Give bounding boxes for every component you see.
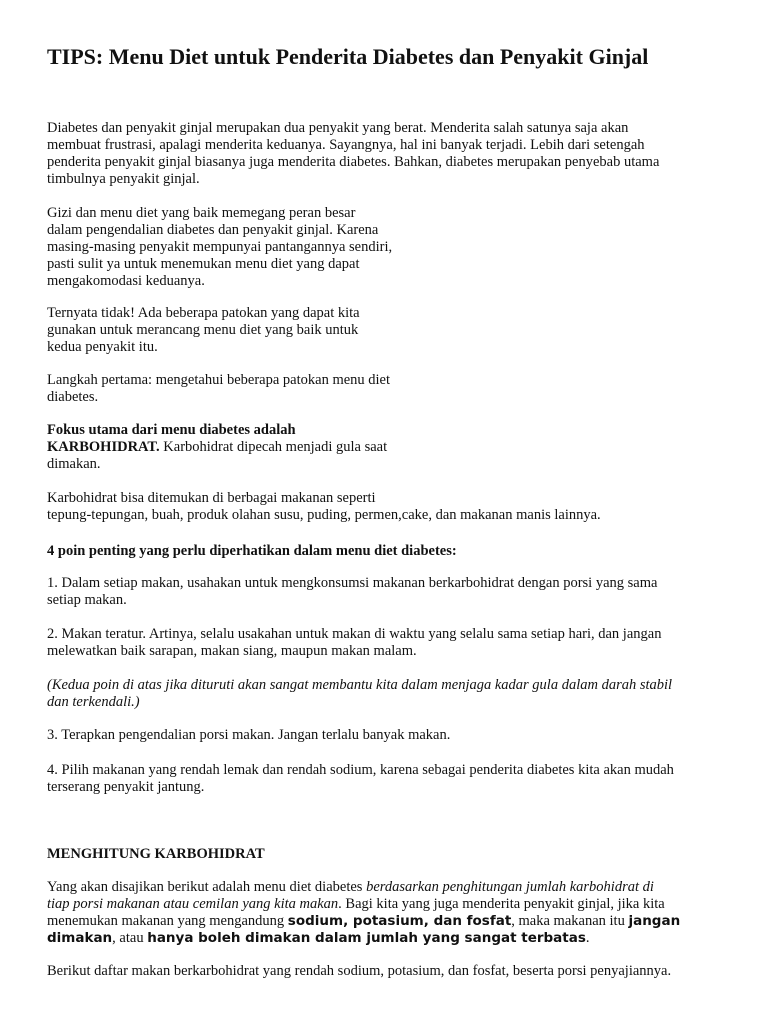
point-2 [47, 626, 737, 660]
italic-run: berdasarkan penghitungan jumlah karbohidrat di [366, 879, 654, 895]
menghitung-line [47, 879, 737, 896]
gizi-paragraph [47, 205, 427, 290]
document-title: TIPS: Menu Diet untuk Penderita Diabetes dan Penyakit Ginjal [47, 44, 649, 69]
text-run: menemukan makanan yang mengandung [47, 913, 288, 929]
ternyata-line: Ternyata tidak! Ada beberapa patokan yang dapat kita [47, 305, 360, 321]
menghitung-paragraph [47, 879, 737, 947]
karbohidrat-emphasis: KARBOHIDRAT. [47, 439, 160, 455]
langkah-paragraph [47, 372, 427, 406]
gizi-line: dalam pengendalian diabetes dan penyakit ginjal. Karena [47, 222, 379, 238]
intro-line: membuat frustrasi, apalagi menderita keduanya. Sayangnya, hal ini banyak terjadi. Lebih dari setengah [47, 137, 645, 153]
point-line: 4. Pilih makanan yang rendah lemak dan rendah sodium, karena sebagai penderita diabetes kita akan mudah [47, 762, 674, 778]
karbo-line: tepung-tepungan, buah, produk olahan susu, puding, permen,cake, dan makanan manis lainnya. [47, 507, 601, 523]
fokus-bold-line: Fokus utama dari menu diabetes adalah [47, 422, 296, 438]
ternyata-line: kedua penyakit itu. [47, 339, 158, 355]
note-paragraph [47, 677, 737, 711]
intro-paragraph [47, 120, 737, 188]
gizi-line: mengakomodasi keduanya. [47, 273, 205, 289]
menghitung-line [47, 896, 737, 913]
text-run: , atau [112, 930, 148, 946]
bold-run: sodium, potasium, dan fosfat [287, 913, 512, 929]
langkah-line: Langkah pertama: mengetahui beberapa patokan menu diet [47, 372, 391, 388]
langkah-line: diabetes. [47, 389, 99, 405]
daftar-paragraph: Berikut daftar makan berkarbohidrat yang rendah sodium, potasium, dan fosfat, beserta porsi penyajiannya. [47, 963, 672, 979]
point-line: terserang penyakit jantung. [47, 779, 205, 795]
note-line: dan terkendali.) [47, 694, 140, 710]
text-run: . [585, 930, 590, 946]
point-3: 3. Terapkan pengendalian porsi makan. Jangan terlalu banyak makan. [47, 727, 451, 743]
point-line: melewatkan baik sarapan, makan siang, maupun makan malam. [47, 643, 417, 659]
ternyata-line: gunakan untuk merancang menu diet yang baik untuk [47, 322, 359, 338]
note-line: (Kedua poin di atas jika dituruti akan sangat membantu kita dalam menjaga kadar gula dalam darah stabil [47, 677, 673, 693]
fokus-line-rest: Karbohidrat dipecah menjadi gula saat [159, 439, 388, 455]
italic-run: tiap porsi makanan atau cemilan yang kita makan [47, 896, 339, 912]
points-heading: 4 poin penting yang perlu diperhatikan dalam menu diet diabetes: [47, 543, 457, 559]
intro-line: timbulnya penyakit ginjal. [47, 171, 200, 187]
intro-line: Diabetes dan penyakit ginjal merupakan dua penyakit yang berat. Menderita salah satunya saja akan [47, 120, 629, 136]
point-line: 1. Dalam setiap makan, usahakan untuk mengkonsumsi makanan berkarbohidrat dengan porsi yang sama [47, 575, 658, 591]
fokus-line: dimakan. [47, 456, 101, 472]
gizi-line: pasti sulit ya untuk menemukan menu diet yang dapat [47, 256, 360, 272]
karbo-paragraph [47, 490, 737, 524]
gizi-line: Gizi dan menu diet yang baik memegang peran besar [47, 205, 356, 221]
bold-run: hanya boleh dimakan dalam jumlah yang sangat terbatas [147, 930, 586, 946]
text-run: , maka makanan itu [511, 913, 629, 929]
karbo-line: Karbohidrat bisa ditemukan di berbagai makanan seperti [47, 490, 376, 506]
point-line: setiap makan. [47, 592, 127, 608]
ternyata-paragraph [47, 305, 427, 356]
point-line: 2. Makan teratur. Artinya, selalu usakahan untuk makan di waktu yang selalu sama setiap hari, dan jangan [47, 626, 662, 642]
point-4 [47, 762, 737, 796]
bold-run: jangan [628, 913, 681, 929]
point-1 [47, 575, 737, 609]
fokus-line [47, 439, 427, 456]
bold-run: dimakan [47, 930, 113, 946]
text-run: . Bagi kita yang juga menderita penyakit ginjal, jika kita [338, 896, 665, 912]
menghitung-line [47, 930, 737, 947]
intro-line: penderita penyakit ginjal biasanya juga menderita diabetes. Bahkan, diabetes merupakan penyebab utama [47, 154, 660, 170]
text-run: Yang akan disajikan berikut adalah menu diet diabetes [47, 879, 367, 895]
menghitung-line [47, 913, 737, 930]
fokus-paragraph [47, 422, 427, 473]
section-heading: MENGHITUNG KARBOHIDRAT [47, 846, 265, 862]
gizi-line: masing-masing penyakit mempunyai pantangannya sendiri, [47, 239, 393, 255]
